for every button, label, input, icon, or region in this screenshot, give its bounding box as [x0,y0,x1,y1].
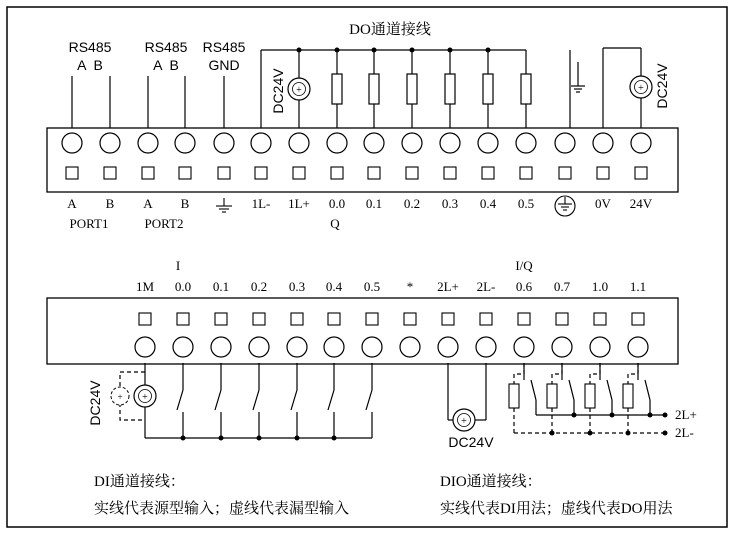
ground-symbol [571,86,585,92]
di-terminal-label: 0.7 [553,279,571,294]
di-terminal-screw [211,337,231,357]
di-terminal-screw [628,337,648,357]
di-terminal-screw [476,337,496,357]
di-terminal-screw [514,337,534,357]
do-terminal-slot [559,167,571,179]
rs485-port2-sub: A B [153,57,179,73]
di-terminal-label: 2L+ [437,279,459,294]
do-terminal-slot [142,167,154,179]
do-terminal-label: 1L- [251,196,271,211]
di-terminal-label: 0.2 [250,279,268,294]
di-terminals [135,313,648,357]
do-terminal-screw [631,133,651,153]
rs485-port2-label: RS485 [144,39,188,55]
di-terminal-screw [287,337,307,357]
do-terminal-labels [67,196,653,216]
di-terminal-slot [328,313,340,325]
dio-supply-source [453,409,475,431]
di-terminal-label: 0.3 [288,279,306,294]
do-terminal-screw [555,133,575,153]
iq-label: I/Q [515,258,533,273]
do-terminal-slot [179,167,191,179]
di-note-title: DI通道接线： [94,474,185,490]
dc24v-label-di-left: DC24V [87,380,103,426]
do-terminals [62,133,651,179]
outer-frame [7,7,727,527]
dc24v-label-top-right: DC24V [654,63,670,109]
do-terminal-slot [218,167,230,179]
do-terminal-screw [478,133,498,153]
svg-text:+: + [461,416,467,427]
di-terminal-screw [324,337,344,357]
di-terminal-screw [135,337,155,357]
svg-text:+: + [117,392,123,402]
do-terminal-slot [597,167,609,179]
earth-label-icon [555,196,575,216]
do-terminal-label: B [105,196,115,211]
ground-label-icon [216,198,232,212]
do-terminal-slot [104,167,116,179]
do-terminal-label: 0.1 [365,196,383,211]
do-terminal-screw [138,133,158,153]
do-terminal-screw [327,133,347,153]
dio-note-title: DIO通道接线： [440,474,542,490]
do-terminal-label: 0.2 [403,196,421,211]
rs485-gnd-label: RS485 [202,39,246,55]
do-terminal-label: 1L+ [288,196,310,211]
rs485-wires [72,76,224,128]
do-terminal-slot [293,167,305,179]
di-terminal-screw [362,337,382,357]
di-terminal-slot [404,313,416,325]
di-terminal-label: 1.1 [629,279,647,294]
di-terminal-screw [249,337,269,357]
di-supply-source [111,385,156,407]
di-terminal-screw [552,337,572,357]
do-terminal-label: 0.0 [328,196,346,211]
di-terminal-slot [366,313,378,325]
do-terminal-screw [289,133,309,153]
svg-text:+: + [296,85,302,96]
2l-plus-label: 2L+ [675,407,697,422]
do-terminal-screw [175,133,195,153]
do-terminal-slot [482,167,494,179]
do-terminal-screw [100,133,120,153]
do-terminal-slot [331,167,343,179]
di-terminal-slot [177,313,189,325]
di-terminal-slot [594,313,606,325]
di-terminal-slot [518,313,530,325]
di-terminal-screw [173,337,193,357]
i-label: I [175,258,181,273]
dio-note-desc: 实线代表DI用法；虚线代表DO用法 [440,501,673,517]
di-terminal-label: 0.4 [325,279,343,294]
dc24v-label-top-left: DC24V [270,68,286,114]
do-terminal-screw [516,133,536,153]
di-note-desc: 实线代表源型输入；虚线代表漏型输入 [94,501,350,517]
do-terminal-label: 0.5 [517,196,535,211]
di-terminal-label: 1M [135,279,155,294]
svg-text:+: + [142,392,148,403]
di-wiring [145,363,486,438]
do-load-resistors [332,74,531,104]
dc24v-label-bottom: DC24V [448,434,494,450]
do-terminal-slot [520,167,532,179]
do-terminal-slot [66,167,78,179]
do-terminal-label: A [67,196,77,211]
do-terminal-slot [406,167,418,179]
rs485-gnd-sub: GND [208,57,240,73]
do-terminal-slot [635,167,647,179]
port2-label: PORT2 [144,216,184,231]
di-terminal-label: 0.6 [515,279,533,294]
di-terminal-slot [253,313,265,325]
di-terminal-slot [556,313,568,325]
do-terminal-slot [368,167,380,179]
di-terminal-slot [291,313,303,325]
dc24v-source-left [288,78,310,100]
do-terminal-label: A [143,196,153,211]
do-terminal-label: 0V [595,196,611,211]
di-terminal-slot [215,313,227,325]
di-terminal-slot [442,313,454,325]
svg-text:+: + [638,83,644,94]
do-terminal-slot [444,167,456,179]
do-terminal-screw [62,133,82,153]
do-terminal-screw [593,133,613,153]
di-terminal-label: 2L- [476,279,496,294]
do-terminal-screw [214,133,234,153]
do-terminal-screw [364,133,384,153]
di-terminal-screw [400,337,420,357]
dc24v-source-right [630,76,652,98]
do-terminal-screw [440,133,460,153]
di-terminal-slot [480,313,492,325]
do-terminal-label: 0.4 [479,196,497,211]
rs485-port1-label: RS485 [68,39,112,55]
2l-minus-label: 2L- [675,425,694,440]
di-terminal-label: 0.5 [363,279,381,294]
do-terminal-slot [255,167,267,179]
di-terminal-labels [136,279,646,294]
do-terminal-label: 24V [629,196,653,211]
di-terminal-slot [139,313,151,325]
port1-label: PORT1 [69,216,109,231]
do-terminal-label: B [180,196,190,211]
do-terminal-screw [402,133,422,153]
di-terminal-label: 0.1 [212,279,230,294]
q-label: Q [330,216,340,231]
do-title: DO通道接线 [349,22,431,38]
do-terminal-label: 0.3 [441,196,459,211]
di-terminal-label: 0.0 [174,279,192,294]
do-terminal-screw [251,133,271,153]
di-terminal-label: 1.0 [591,279,609,294]
di-terminal-screw [590,337,610,357]
di-terminal-slot [632,313,644,325]
rs485-port1-sub: A B [77,57,103,73]
di-terminal-screw [438,337,458,357]
di-terminal-label: * [406,279,414,294]
dio-junctions [550,413,668,436]
